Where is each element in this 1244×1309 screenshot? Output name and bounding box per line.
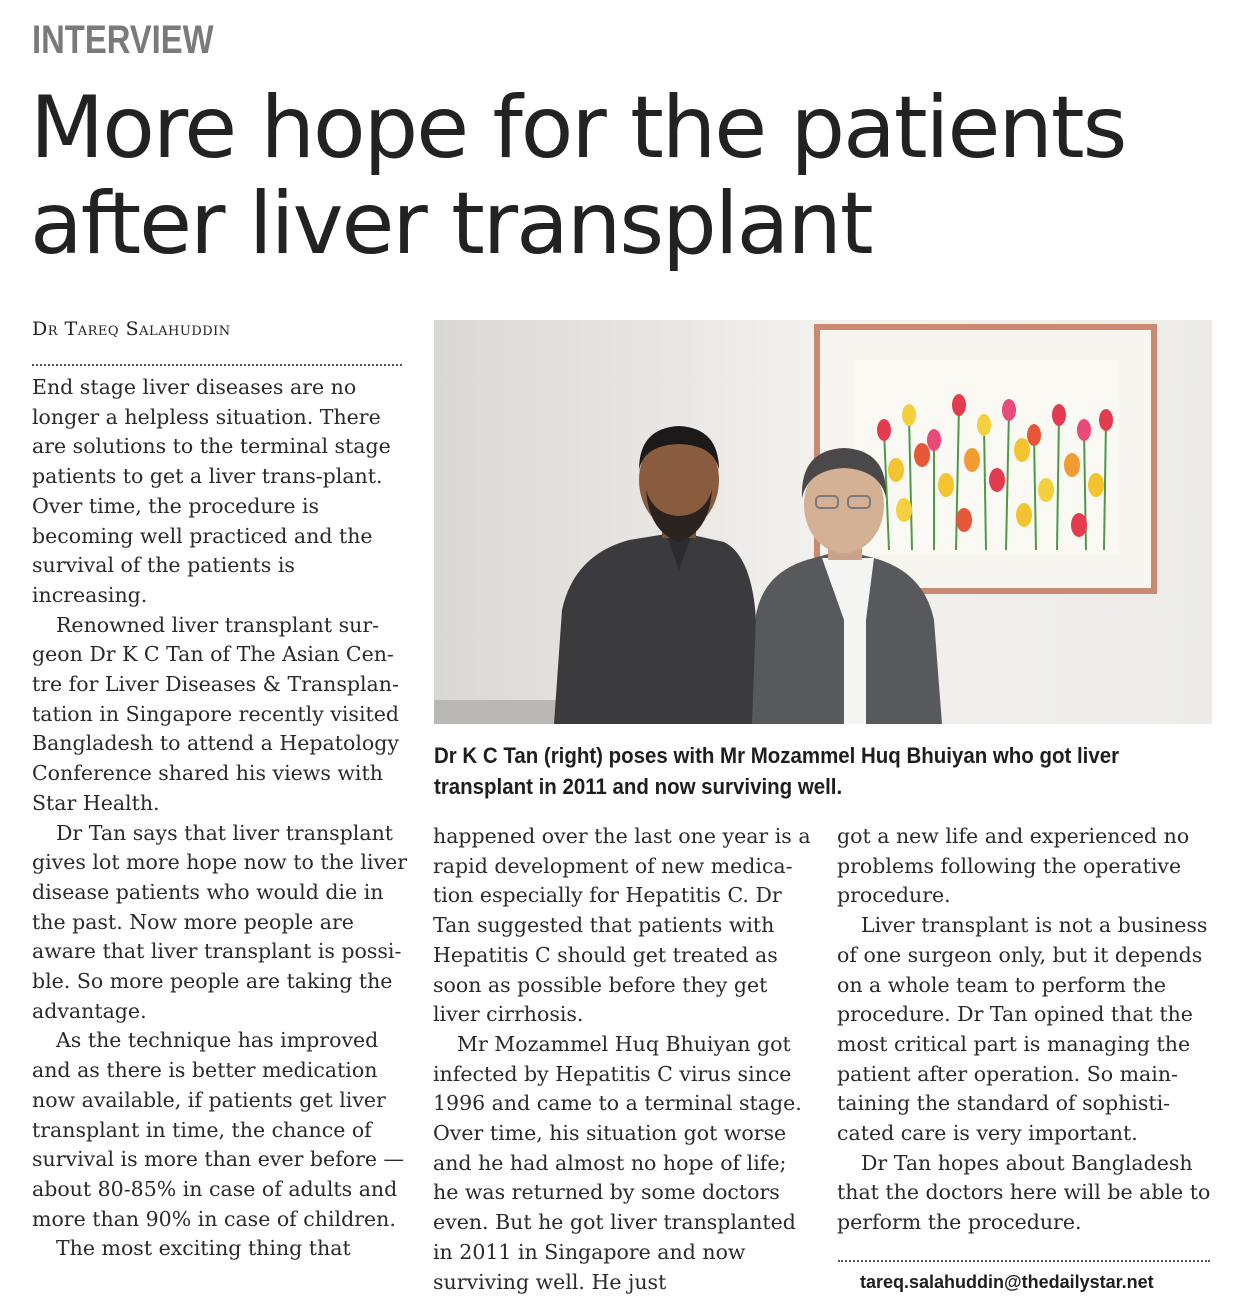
paragraph: Mr Mozammel Huq Bhuiyan got infected by Hepatitis C virus since 1996 and came to a terminal stage. Over time, his situation got worse and he had almost no hope of life; he was returned by some doctors even. But he got liver transplanted in 2011 in Singapore and now surviving well. He just	[433, 1031, 802, 1294]
paragraph: happened over the last one year is a rapid development of new medica-tion especially for Hepatitis C. Dr Tan suggested that patients with Hepatitis C should get treated as soon as possible before they get liver cirrhosis.	[433, 824, 811, 1027]
byline: Dr Tareq Salahuddin	[32, 318, 231, 340]
end-divider	[838, 1260, 1210, 1262]
paragraph: As the technique has improved and as there is better medication now available, if patients get liver transplant in time, the chance of survival is more than ever before — about 80-85% in case of adults and more than 90% in case of children.	[32, 1028, 405, 1231]
paragraph: The most exciting thing that	[56, 1236, 351, 1261]
photo-illustration	[434, 320, 1212, 724]
column-3	[837, 822, 1217, 1238]
paragraph: Renowned liver transplant sur-geon Dr K C Tan of The Asian Cen-tre for Liver Diseases & Transplan-tation in Singapore recently visited Bangladesh to attend a Hepatology Conference shared his views with Star Health.	[32, 612, 399, 815]
paragraph: Dr Tan hopes about Bangladesh that the doctors here will be able to perform the procedure.	[837, 1150, 1211, 1235]
photo-caption: Dr K C Tan (right) poses with Mr Mozammel Huq Bhuiyan who got liver transplant in 2011 and now surviving well.	[434, 743, 1120, 799]
column-1	[32, 373, 410, 1264]
section-kicker: INTERVIEW	[32, 18, 214, 62]
paragraph: Dr Tan says that liver transplant gives lot more hope now to the liver disease patients who would die in the past. Now more people are aware that liver transplant is possi-ble. So more people are taking the advantage.	[32, 820, 408, 1023]
headline-line-2: after liver transplant	[30, 174, 872, 274]
headline-line-1: More hope for the patients	[30, 78, 1126, 178]
column-2	[433, 822, 817, 1297]
author-email[interactable]: tareq.salahuddin@thedailystar.net	[860, 1272, 1154, 1292]
paragraph: got a new life and experienced no problems following the operative procedure.	[837, 824, 1190, 908]
paragraph: End stage liver diseases are no longer a helpless situation. There are solutions to the terminal stage patients to get a liver trans-plant. Over time, the procedure is becoming well practiced and the survival of the patients is increasing.	[32, 375, 391, 607]
paragraph: Liver transplant is not a business of one surgeon only, but it depends on a whole team to perform the procedure. Dr Tan opined that the most critical part is managing the patient after operation. So main-taining the standard of sophisti-cated care is very important.	[837, 913, 1208, 1146]
article-headline	[30, 80, 1230, 272]
article-photo	[434, 320, 1212, 724]
byline-divider	[32, 364, 402, 366]
